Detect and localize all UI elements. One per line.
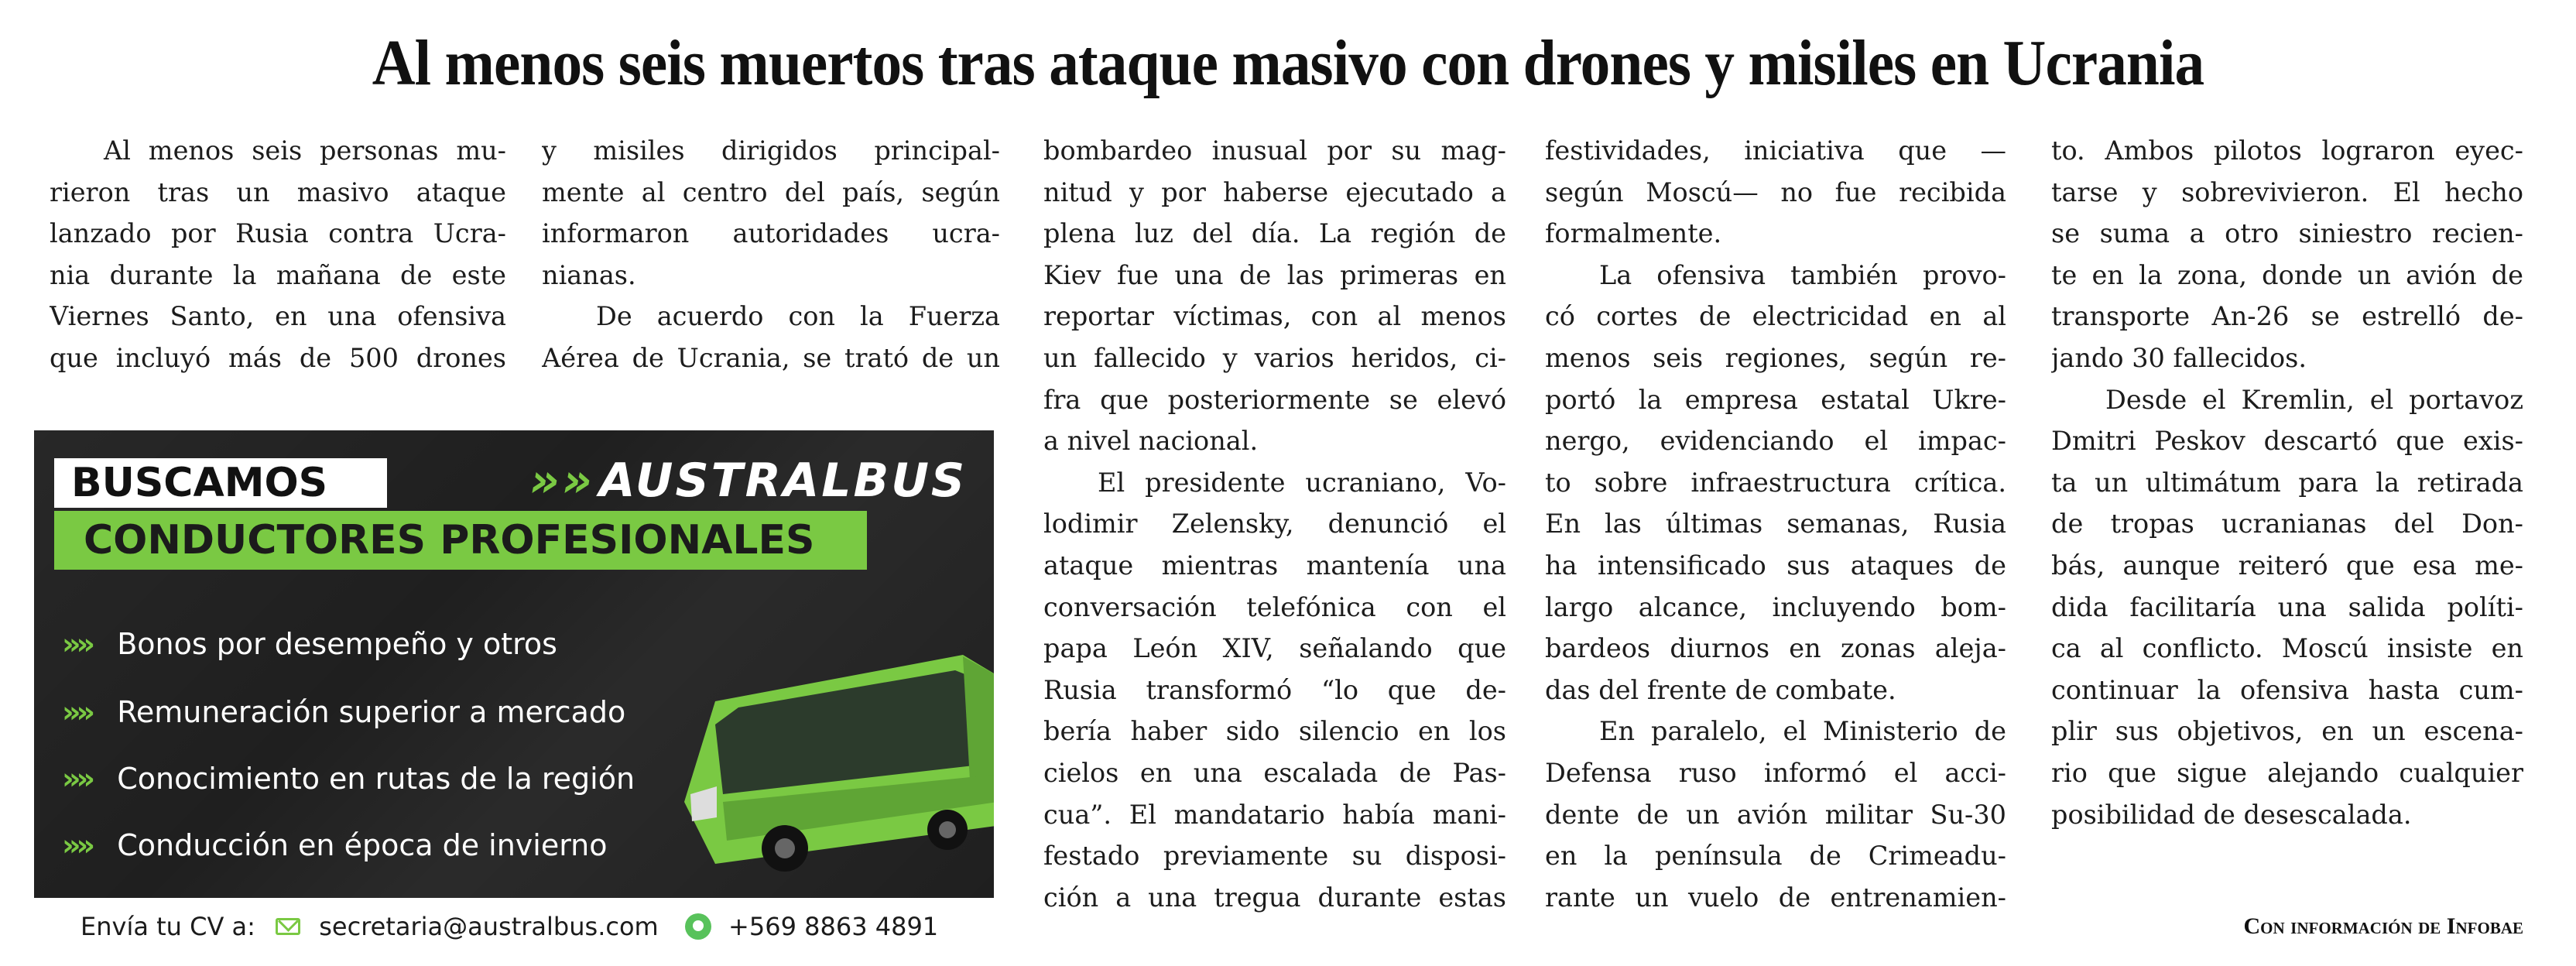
article-column-3: [1043, 130, 1506, 918]
ad-cv-label: Envía tu CV a:: [80, 912, 255, 941]
text-line: dente de un avión militar Su-30: [1545, 799, 2006, 830]
text-line: plir sus objetivos, en un escena-: [2051, 716, 2523, 747]
article-column-4: [1545, 130, 2006, 918]
text-line: Kiev fue una de las primeras en: [1043, 259, 1506, 290]
chevron-right-icon: »»: [62, 828, 91, 862]
mail-icon: [276, 918, 300, 935]
text-line: có cortes de electricidad en al: [1545, 301, 2006, 332]
text-line: papa León XIV, señalando que: [1043, 633, 1506, 664]
text-line: Aérea de Ucrania, se trató de un: [542, 342, 1000, 373]
text-line: Viernes Santo, en una ofensiva: [50, 301, 506, 332]
text-line: largo alcance, incluyendo bom-: [1545, 591, 2006, 622]
text-line: en la península de Crimeadu-: [1545, 841, 2006, 872]
text-line: menos seis regiones, según re-: [1545, 342, 2006, 373]
text-line: conversación telefónica con el: [1043, 591, 1506, 622]
text-line: formalmente.: [1545, 218, 1722, 249]
ad-benefit-item: [62, 822, 608, 868]
text-line: lanzado por Rusia contra Ucra-: [50, 218, 506, 249]
article-column-1: [50, 130, 506, 379]
text-line: nia durante la mañana de este: [50, 259, 506, 290]
text-line: de tropas ucranianas del Don-: [2051, 509, 2523, 540]
text-line: bardeos diurnos en zonas aleja-: [1545, 633, 2006, 664]
text-line: rante un vuelo de entrenamien-: [1545, 882, 2006, 913]
text-line: bás, aunque reiteró que esa me-: [2051, 550, 2523, 581]
ad-benefit-item: [62, 621, 557, 667]
text-line: jando 30 fallecidos.: [2051, 342, 2307, 373]
article-column-5: [2051, 130, 2523, 835]
text-line: reportar víctimas, con al menos: [1043, 301, 1506, 332]
text-line: ataque mientras mantenía una: [1043, 550, 1506, 581]
text-line: ción a una tregua durante estas: [1043, 882, 1506, 913]
text-line: En paralelo, el Ministerio de: [1599, 716, 2006, 747]
text-line: En las últimas semanas, Rusia: [1545, 509, 2006, 540]
text-line: según Moscú— no fue recibida: [1545, 176, 2006, 207]
text-line: nergo, evidenciando el impac-: [1545, 426, 2006, 457]
ad-benefit-text: Bonos por desempeño y otros: [117, 627, 557, 661]
ad-benefit-text: Conocimiento en rutas de la región: [117, 762, 635, 796]
text-line: lodimir Zelensky, denunció el: [1043, 509, 1506, 540]
chevron-right-icon: »»: [62, 627, 91, 661]
text-line: informaron autoridades ucra-: [542, 218, 1000, 249]
logo-chevron-icon: »»: [529, 454, 594, 508]
text-line: festado previamente su disposi-: [1043, 841, 1506, 872]
text-line: posibilidad de desescalada.: [2051, 799, 2412, 830]
text-line: tarse y sobrevivieron. El hecho: [2051, 176, 2523, 207]
text-line: que incluyó más de 500 drones: [50, 342, 506, 373]
text-line: mente al centro del país, según: [542, 176, 1000, 207]
text-line: fra que posteriormente se elevó: [1043, 384, 1506, 415]
text-line: bería haber sido silencio en los: [1043, 716, 1506, 747]
text-line: rieron tras un masivo ataque: [50, 176, 506, 207]
text-line: Defensa ruso informó el acci-: [1545, 757, 2006, 788]
text-line: y misiles dirigidos principal-: [542, 135, 1000, 166]
whatsapp-icon: [685, 913, 711, 940]
australbus-ad: [34, 430, 994, 898]
text-line: nitud y por haberse ejecutado a: [1043, 176, 1506, 207]
source-credit: Con información de Infobae: [2243, 913, 2523, 939]
text-line: ta un ultimátum para la retirada: [2051, 467, 2523, 498]
text-line: to. Ambos pilotos lograron eyec-: [2051, 135, 2523, 166]
text-line: ca al conflicto. Moscú insiste en: [2051, 633, 2523, 664]
text-line: se suma a otro siniestro recien-: [2051, 218, 2523, 249]
text-line: continuar la ofensiva hasta cum-: [2051, 674, 2523, 705]
text-line: Dmitri Peskov descartó que exis-: [2051, 426, 2523, 457]
text-line: rio que sigue alejando cualquier: [2051, 757, 2523, 788]
australbus-logo: [529, 454, 967, 508]
ad-headline-band: CONDUCTORES PROFESIONALES: [54, 511, 867, 570]
ad-contact-bar: [34, 898, 994, 952]
text-line: plena luz del día. La región de: [1043, 218, 1506, 249]
headline: Al menos seis muertos tras ataque masivo con drones y misiles en Ucrania: [372, 27, 2204, 99]
text-line: to sobre infraestructura crítica.: [1545, 467, 2006, 498]
text-line: bombardeo inusual por su mag-: [1043, 135, 1506, 166]
text-line: a nivel nacional.: [1043, 426, 1259, 457]
text-line: ha intensificado sus ataques de: [1545, 550, 2006, 581]
ad-benefit-item: [62, 689, 625, 735]
brand-name: AUSTRALBUS: [599, 454, 968, 508]
ad-benefit-item: [62, 755, 635, 802]
text-line: cielos en una escalada de Pas-: [1043, 757, 1506, 788]
chevron-right-icon: »»: [62, 762, 91, 796]
text-line: Al menos seis personas mu-: [104, 135, 506, 166]
text-line: transporte An-26 se estrelló de-: [2051, 301, 2523, 332]
text-line: festividades, iniciativa que —: [1545, 135, 2006, 166]
text-line: dida facilitaría una salida políti-: [2051, 591, 2523, 622]
article-column-2: [542, 130, 1000, 379]
text-line: De acuerdo con la Fuerza: [596, 301, 1000, 332]
bus-illustration: [669, 608, 994, 887]
text-line: te en la zona, donde un avión de: [2051, 259, 2523, 290]
ad-benefit-text: Remuneración superior a mercado: [117, 695, 626, 729]
text-line: portó la empresa estatal Ukre-: [1545, 384, 2006, 415]
ad-email: secretaria@australbus.com: [319, 912, 659, 941]
text-line: La ofensiva también provo-: [1599, 259, 2006, 290]
text-line: Desde el Kremlin, el portavoz: [2105, 384, 2523, 415]
text-line: das del frente de combate.: [1545, 674, 1896, 705]
ad-benefit-text: Conducción en época de invierno: [117, 828, 608, 862]
text-line: El presidente ucraniano, Vo-: [1098, 467, 1506, 498]
text-line: Rusia transformó “lo que de-: [1043, 674, 1506, 705]
ad-phone: +569 8863 4891: [728, 912, 939, 941]
text-line: cua”. El mandatario había mani-: [1043, 799, 1506, 830]
ad-buscamos-label: BUSCAMOS: [54, 458, 387, 508]
text-line: un fallecido y varios heridos, ci-: [1043, 342, 1506, 373]
text-line: nianas.: [542, 259, 636, 290]
chevron-right-icon: »»: [62, 695, 91, 729]
